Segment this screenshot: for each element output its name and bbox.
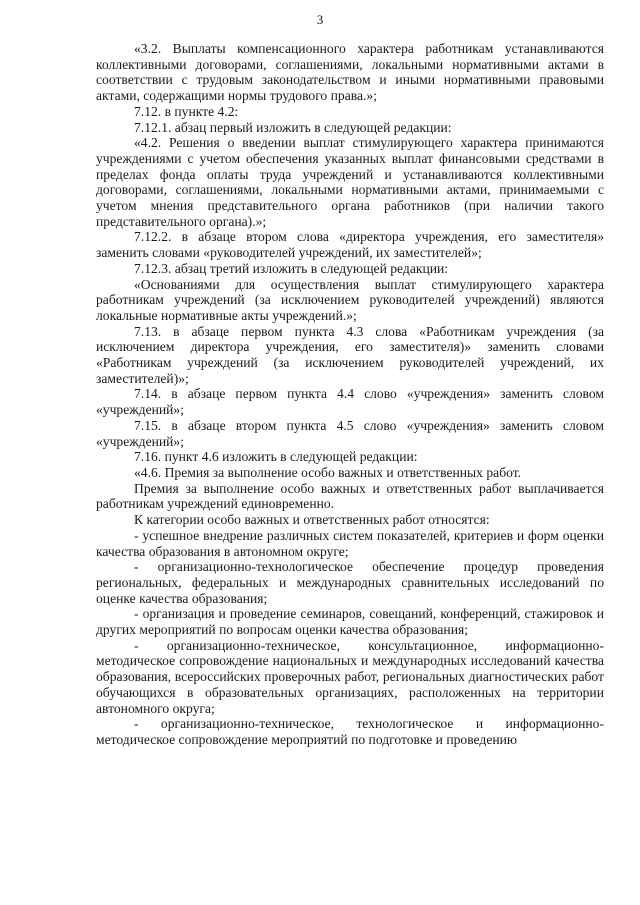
paragraph: «3.2. Выплаты компенсационного характера работникам устанавливаются коллективными договорами, соглашениями, локальными нормативными актами в соответствии с трудовым законодательством и иными нормативными правовыми актами, содержащими нормы трудового права.»; (96, 41, 604, 104)
list-item: - успешное внедрение различных систем показателей, критериев и форм оценки качества образования в автономном округе; (96, 527, 604, 559)
paragraph: 7.12. в пункте 4.2: (134, 103, 239, 119)
paragraph: 7.14. в абзаце первом пункта 4.4 слово «учреждения» заменить словом «учреждений»; (96, 386, 604, 418)
paragraph: «4.2. Решения о введении выплат стимулирующего характера принимаются учреждениями с учетом обеспечения указанных выплат финансовыми средствами в пределах фонда оплаты труда учреждений и устанавливаются коллективными договорами, соглашениями, локальными нормативными актами, принимаемыми с учетом мнения представительного органа работников (при наличии такого представительного органа).»; (96, 135, 604, 229)
list-item: - организационно-техническое, технологическое и информационно-методическое сопровождение мероприятий по подготовке и проведению (96, 716, 604, 747)
paragraph: 7.12.3. абзац третий изложить в следующей редакции: (134, 260, 449, 276)
paragraph: К категории особо важных и ответственных работ относятся: (134, 512, 490, 528)
paragraph: Премия за выполнение особо важных и ответственных работ выплачивается работникам учреждений единовременно. (96, 480, 604, 512)
paragraph: «4.6. Премия за выполнение особо важных и ответственных работ. (134, 464, 522, 480)
paragraph: 7.13. в абзаце первом пункта 4.3 слова «Работникам учреждения (за исключением директора учреждения, его заместителя)» заменить словами «Работникам учреждений (за исключением руководителей учреждений, их заместителей)»; (96, 323, 604, 386)
document-body (96, 41, 604, 748)
list-item: - организация и проведение семинаров, совещаний, конференций, стажировок и других мероприятий по вопросам оценки качества образования; (96, 606, 604, 638)
paragraph: 7.12.2. в абзаце втором слова «директора учреждения, его заместителя» заменить словами «руководителей учреждений, их заместителей»; (96, 229, 604, 261)
paragraph: «Основаниями для осуществления выплат стимулирующего характера работникам учреждений (за исключением руководителей учреждений) являются локальные нормативные акты учреждений.»; (96, 276, 604, 323)
list-item: - организационно-технологическое обеспечение процедур проведения региональных, федеральных и международных сравнительных исследований по оценке качества образования; (96, 559, 604, 606)
paragraph: 7.16. пункт 4.6 изложить в следующей редакции: (134, 449, 418, 465)
list-item: - организационно-техническое, консультационное, информационно-методическое сопровождение национальных и международных исследований качества образования, всероссийских проверочных работ, региональных диагностических работ обучающихся в образовательных организациях, расположенных на территории автономного округа; (96, 637, 604, 716)
page-number: 3 (316, 12, 324, 27)
paragraph: 7.15. в абзаце втором пункта 4.5 слово «учреждения» заменить словом «учреждений»; (96, 417, 604, 449)
paragraph: 7.12.1. абзац первый изложить в следующей редакции: (134, 119, 452, 135)
